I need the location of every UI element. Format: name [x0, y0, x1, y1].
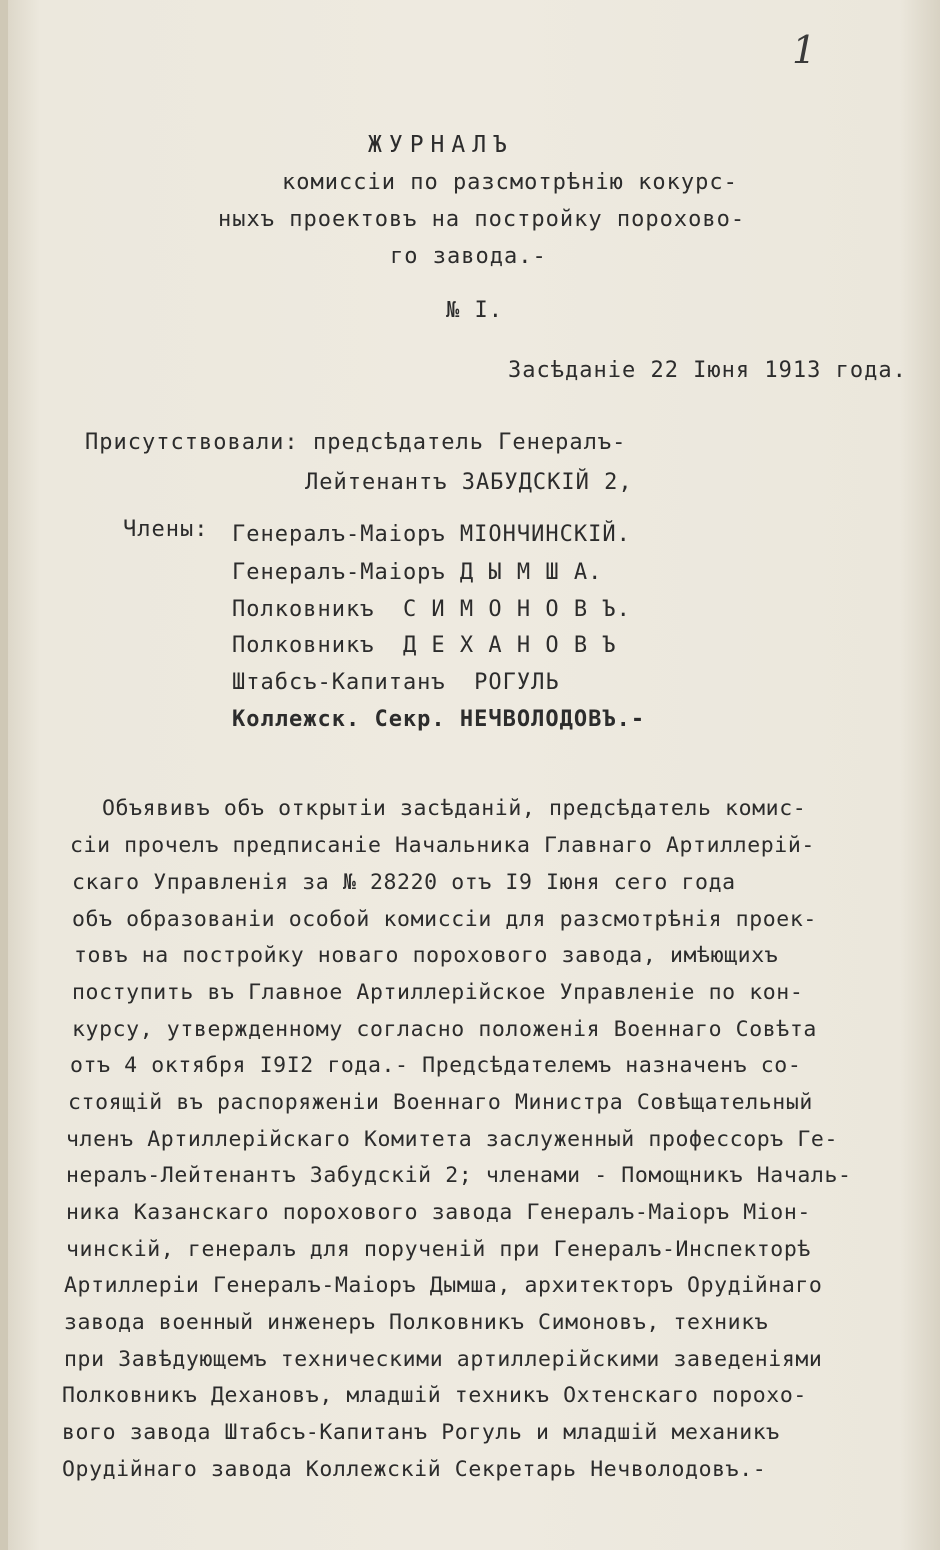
member-line: Генералъ-Маiоръ МIОНЧИНСКIЙ.	[232, 522, 631, 547]
body-line: товъ на постройку новаго порохового завода, имѣющихъ	[74, 943, 779, 968]
member-line: Коллежск. Секр. НЕЧВОЛОДОВЪ.-	[232, 707, 646, 732]
subtitle-line-2: ныхъ проектовъ на постройку порохово-	[218, 207, 746, 232]
session-date: Засѣданiе 22 Iюня 1913 года.	[508, 358, 907, 383]
members-label: Члены:	[123, 517, 209, 542]
chairman-line-2: Лейтенантъ ЗАБУДСКIЙ 2,	[305, 470, 633, 495]
body-line: при Завѣдующемъ техническими артиллерiйскими заведенiями	[64, 1347, 823, 1372]
body-line: стоящiй въ распоряженiи Военнаго Министра Совѣщательный	[68, 1090, 813, 1115]
subtitle-line-3: го завода.-	[390, 244, 547, 269]
member-line: Полковникъ С И М О Н О В Ъ.	[232, 597, 631, 622]
member-line: Штабсъ-Капитанъ РОГУЛЬ	[232, 670, 560, 695]
present-label: Присутствовали:	[85, 430, 299, 455]
body-line: чинскiй, генералъ для порученiй при Генералъ-Инспекторѣ	[66, 1237, 811, 1262]
body-line: отъ 4 октября I9I2 года.- Предсѣдателемъ назначенъ со-	[70, 1053, 802, 1078]
body-line: Орудiйнаго завода Коллежскiй Секретарь Нечволодовъ.-	[62, 1457, 767, 1482]
body-line: скаго Управленiя за № 28220 отъ I9 Iюня сего года	[72, 870, 736, 895]
page-number: 1	[792, 28, 817, 72]
body-line: членъ Артиллерiйскаго Комитета заслуженный профессоръ Ге-	[66, 1127, 839, 1152]
body-line: объ образованiи особой комиссiи для разсмотрѣнiя проек-	[72, 907, 817, 932]
chairman-line-1: предсѣдатель Генералъ-	[313, 430, 627, 455]
body-line: Артиллерiи Генералъ-Маiоръ Дымша, архитекторъ Орудiйнаго	[64, 1273, 823, 1298]
body-line: ника Казанскаго порохового завода Генералъ-Маiоръ Мiон-	[66, 1200, 811, 1225]
body-line: нералъ-Лейтенантъ Забудскiй 2; членами - Помощникъ Началь-	[66, 1163, 852, 1188]
member-line: Генералъ-Маiоръ Д Ы М Ш А.	[232, 560, 603, 585]
body-line: Полковникъ Дехановъ, младшiй техникъ Охтенскаго порохо-	[62, 1383, 807, 1408]
page-edge	[0, 0, 8, 1550]
body-line: сiи прочелъ предписанiе Начальника Главнаго Артиллерiй-	[70, 833, 815, 858]
body-line: Объявивъ объ открытiи засѣданiй, предсѣдатель комис-	[102, 796, 807, 821]
member-line: Полковникъ Д Е Х А Н О В Ъ	[232, 633, 617, 658]
body-line: курсу, утвержденному согласно положенiя Военнаго Совѣта	[72, 1017, 817, 1042]
body-line: завода военный инженеръ Полковникъ Симоновъ, техникъ	[64, 1310, 769, 1335]
body-line: вого завода Штабсъ-Капитанъ Рогуль и младшiй механикъ	[62, 1420, 780, 1445]
journal-number: № I.	[446, 298, 503, 323]
body-line: поступить въ Главное Артиллерiйское Управленiе по кон-	[72, 980, 804, 1005]
subtitle-line-1: комиссiи по разсмотрѣнiю кокурс-	[282, 170, 738, 195]
journal-title: ЖУРНАЛЪ	[368, 132, 514, 158]
